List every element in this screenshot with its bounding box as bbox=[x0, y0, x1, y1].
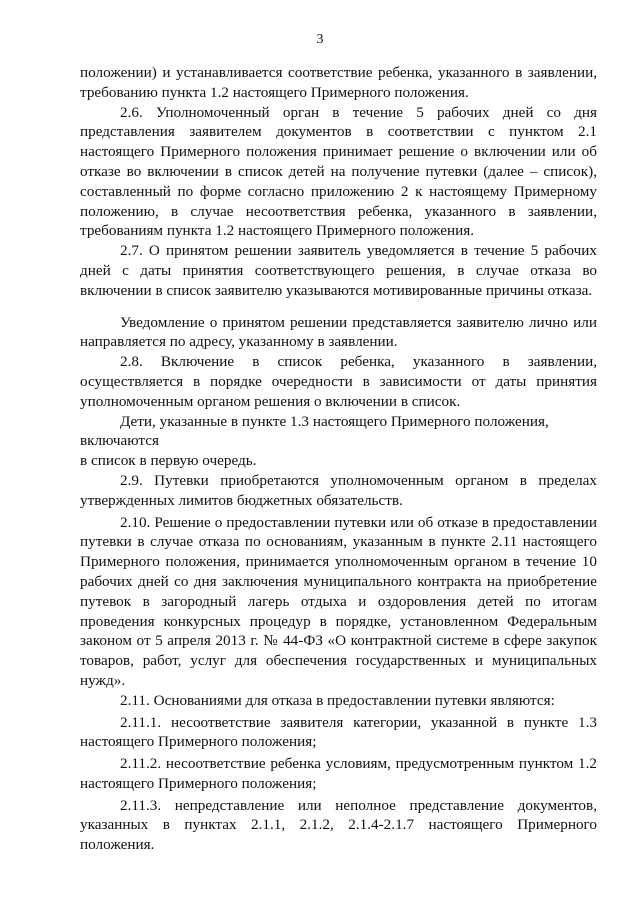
paragraph-2-8: 2.8. Включение в список ребенка, указанного в заявлении, осуществляется в порядке очередности в зависимости от даты принятия уполномоченным органом решения о включении в список. bbox=[80, 353, 597, 410]
paragraph-2-10: 2.10. Решение о предоставлении путевки или об отказе в предоставлении путевки в случае отказа по основаниям, указанным в пункте 2.11 настоящего Примерного положения, принимается уполномоченным органом в течение 10 рабочих дней со дня заключения муниципального контракта на приобретение путевок в загородный лагерь отдыха и оздоровления детей по итогам проведения конкурсных процедур в порядке, установленном Федеральным законом от 5 апреля 2013 г. № 44-ФЗ «О контрактной системе в сфере закупок товаров, работ, услуг для обеспечения государственных и муниципальных нужд». bbox=[80, 513, 597, 689]
paragraph-2-8-children-cont: в список в первую очередь. bbox=[80, 452, 257, 470]
paragraph-2-7: 2.7. О принятом решении заявитель уведомляется в течение 5 рабочих дней с даты принятия соответствующего решения, в случае отказа во включении в список заявителю указываются мотивированные причины отказа. bbox=[80, 242, 597, 299]
paragraph-2-11-1: 2.11.1. несоответствие заявителя категории, указанной в пункте 1.3 настоящего Примерного положения; bbox=[80, 713, 597, 751]
paragraph-2-11: 2.11. Основаниями для отказа в предоставлении путевки являются: bbox=[120, 691, 555, 709]
paragraph-2-6: 2.6. Уполномоченный орган в течение 5 рабочих дней со дня представления заявителем документов в соответствии с пунктом 2.1 настоящего Примерного положения принимает решение о включении или об отказе во включении в список детей на получение путевки (далее – список), составленный по форме согласно приложению 2 к настоящему Примерному положению, в случае несоответствия ребенка, указанного в заявлении, требованиям пункта 1.2 настоящего Примерного положения. bbox=[80, 103, 597, 240]
document-body bbox=[80, 63, 597, 855]
page-number: 3 bbox=[316, 32, 324, 47]
paragraph-2-11-2: 2.11.2. несоответствие ребенка условиям, предусмотренным пунктом 1.2 настоящего Примерного положения; bbox=[80, 755, 597, 792]
paragraph-2-9: 2.9. Путевки приобретаются уполномоченным органом в пределах утвержденных лимитов бюджетных обязательств. bbox=[80, 471, 597, 509]
paragraph-2-8-children: Дети, указанные в пункте 1.3 настоящего Примерного положения, включаются bbox=[80, 412, 549, 450]
paragraph-2-7-notice: Уведомление о принятом решении представляется заявителю лично или направляется по адресу, указанному в заявлении. bbox=[80, 313, 597, 351]
paragraph-continuation: положении) и устанавливается соответствие ребенка, указанного в заявлении, требованию пункта 1.2 настоящего Примерного положения. bbox=[80, 64, 597, 101]
paragraph-2-11-3: 2.11.3. непредставление или неполное представление документов, указанных в пунктах 2.1.1, 2.1.2, 2.1.4-2.1.7 настоящего Примерного положения. bbox=[80, 796, 597, 854]
